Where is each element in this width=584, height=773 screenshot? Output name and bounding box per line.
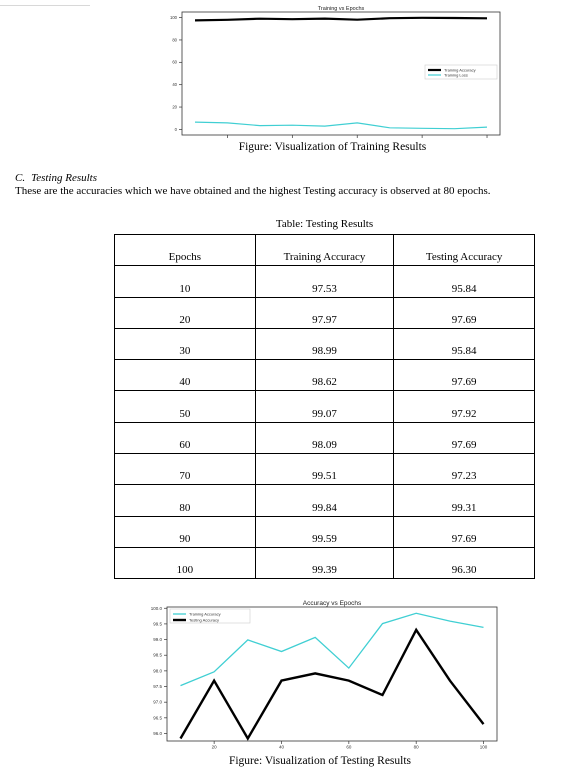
x-tick-label: 100 xyxy=(479,744,488,750)
cell-epochs: 10 xyxy=(115,266,256,297)
cell-testing-accuracy: 95.84 xyxy=(394,328,535,359)
legend-label: Testing Accuracy xyxy=(189,617,220,623)
results-table xyxy=(114,234,535,579)
cell-testing-accuracy: 97.69 xyxy=(394,360,535,391)
section-title: Testing Results xyxy=(31,172,98,184)
cell-training-accuracy: 99.39 xyxy=(255,547,394,578)
series-line-2 xyxy=(195,122,487,129)
cell-training-accuracy: 98.09 xyxy=(255,422,394,453)
section-heading xyxy=(15,172,97,184)
table-header-row xyxy=(115,235,535,266)
table-row xyxy=(115,391,535,422)
table-row xyxy=(115,360,535,391)
plot-frame xyxy=(167,607,497,741)
y-tick-label: 96.0 xyxy=(153,730,162,736)
x-tick-label xyxy=(484,138,492,139)
y-tick-label: 96.5 xyxy=(153,715,162,721)
x-tick-label: 40 xyxy=(278,744,284,750)
cell-training-accuracy: 98.62 xyxy=(255,360,394,391)
table-row xyxy=(115,297,535,328)
y-tick-label: 97.0 xyxy=(153,699,162,705)
y-tick-label: 98.0 xyxy=(153,668,162,674)
y-tick-label: 0 xyxy=(174,126,177,132)
legend-label: Training Loss xyxy=(444,72,468,78)
cell-testing-accuracy: 99.31 xyxy=(394,485,535,516)
table-row xyxy=(115,328,535,359)
header-training-accuracy: Training Accuracy xyxy=(255,235,394,266)
y-tick-label: 20 xyxy=(172,104,177,110)
y-tick-label: 98.5 xyxy=(153,652,162,658)
x-tick-label: 80 xyxy=(413,744,419,750)
cell-training-accuracy: 99.84 xyxy=(255,485,394,516)
top-divider xyxy=(0,5,90,6)
x-tick-label xyxy=(355,138,360,139)
y-tick-label: 40 xyxy=(172,82,177,88)
table-row xyxy=(115,516,535,547)
cell-testing-accuracy: 97.69 xyxy=(394,422,535,453)
cell-epochs: 50 xyxy=(115,391,256,422)
cell-training-accuracy: 97.53 xyxy=(255,266,394,297)
cell-training-accuracy: 97.97 xyxy=(255,297,394,328)
cell-testing-accuracy: 97.69 xyxy=(394,516,535,547)
y-tick-label: 99.5 xyxy=(153,621,162,627)
series-line-1 xyxy=(181,613,484,685)
y-tick-label: 60 xyxy=(172,59,177,65)
cell-epochs: 20 xyxy=(115,297,256,328)
series-line-1 xyxy=(195,18,487,21)
table-row xyxy=(115,266,535,297)
cell-training-accuracy: 98.99 xyxy=(255,328,394,359)
section-body-text: These are the accuracies which we have obtained and the highest Testing accuracy is observed at 80 epochs. xyxy=(15,185,491,197)
chart-title: Accuracy vs Epochs xyxy=(302,600,362,607)
cell-epochs: 30 xyxy=(115,328,256,359)
testing-chart xyxy=(140,596,500,754)
table-title: Table: Testing Results xyxy=(275,218,374,230)
y-tick-label: 80 xyxy=(172,37,177,43)
table-row xyxy=(115,454,535,485)
x-tick-label: 60 xyxy=(346,744,352,750)
cell-training-accuracy: 99.51 xyxy=(255,454,394,485)
header-epochs: Epochs xyxy=(115,235,256,266)
cell-epochs: 70 xyxy=(115,454,256,485)
cell-training-accuracy: 99.59 xyxy=(255,516,394,547)
table-row xyxy=(115,422,535,453)
table-row xyxy=(115,547,535,578)
cell-epochs: 80 xyxy=(115,485,256,516)
y-tick-label: 99.0 xyxy=(153,637,162,643)
x-tick-label xyxy=(420,138,425,139)
y-tick-label: 97.5 xyxy=(153,684,162,690)
header-testing-accuracy: Testing Accuracy xyxy=(394,235,535,266)
legend-label: Training Accuracy xyxy=(189,611,221,617)
figure1-caption: Figure: Visualization of Training Results xyxy=(238,141,427,153)
series-line-2 xyxy=(181,630,484,739)
cell-epochs: 100 xyxy=(115,547,256,578)
table-row xyxy=(115,485,535,516)
cell-testing-accuracy: 97.92 xyxy=(394,391,535,422)
cell-testing-accuracy: 95.84 xyxy=(394,266,535,297)
cell-epochs: 90 xyxy=(115,516,256,547)
cell-testing-accuracy: 97.23 xyxy=(394,454,535,485)
training-chart xyxy=(160,4,505,139)
cell-training-accuracy: 99.07 xyxy=(255,391,394,422)
section-label: C. xyxy=(15,172,26,184)
x-tick-label xyxy=(290,138,295,139)
cell-epochs: 40 xyxy=(115,360,256,391)
y-tick-label: 100 xyxy=(170,14,177,20)
cell-epochs: 60 xyxy=(115,422,256,453)
y-tick-label: 100.0 xyxy=(150,605,162,611)
x-tick-label: 20 xyxy=(211,744,217,750)
x-tick-label xyxy=(225,138,230,139)
chart-title: Training vs Epochs xyxy=(317,6,365,12)
cell-testing-accuracy: 97.69 xyxy=(394,297,535,328)
legend-label: Training Accuracy xyxy=(444,67,476,73)
cell-testing-accuracy: 96.30 xyxy=(394,547,535,578)
figure2-caption: Figure: Visualization of Testing Results xyxy=(228,755,412,767)
